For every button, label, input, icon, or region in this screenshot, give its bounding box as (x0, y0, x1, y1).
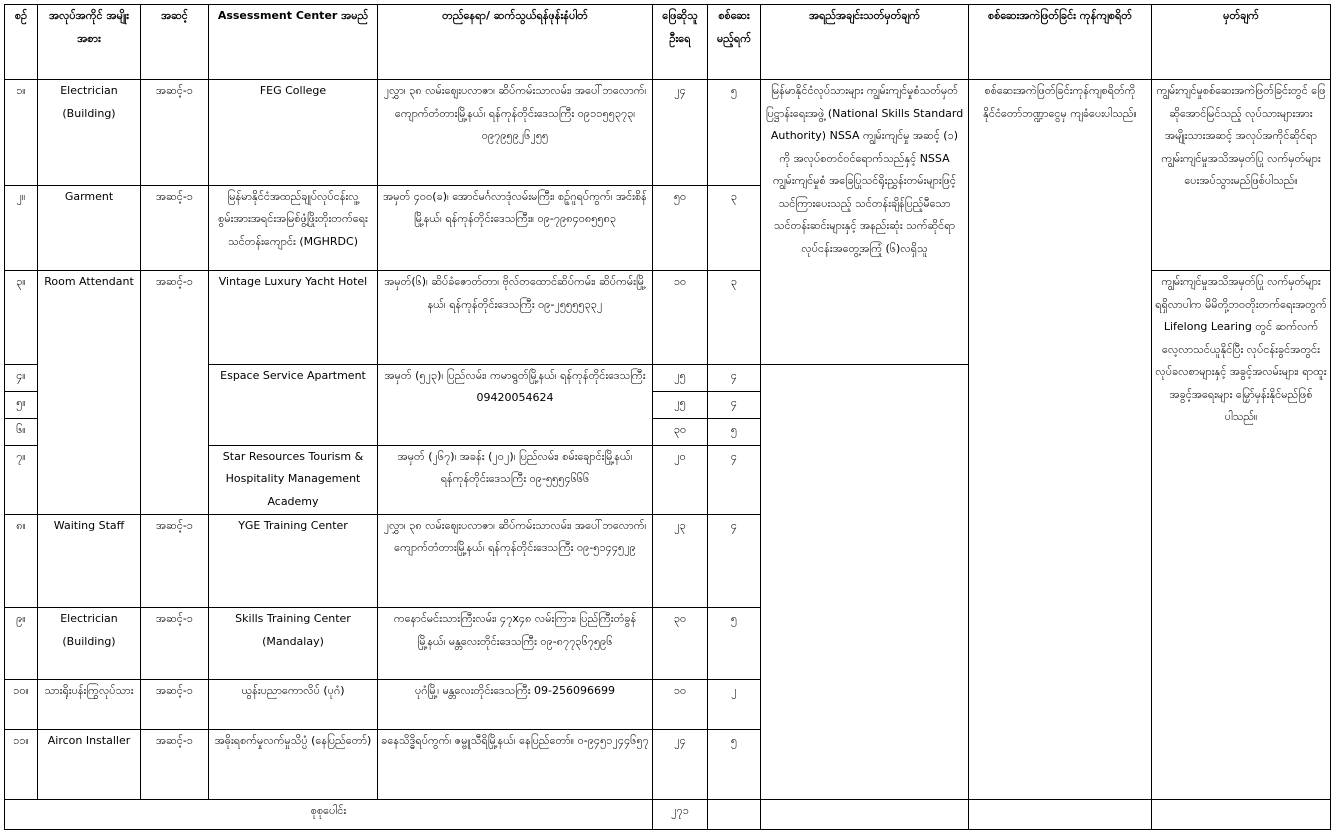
header-remarks: မှတ်ချက် (1152, 5, 1331, 80)
row-number: ၂။ (5, 185, 38, 270)
center-cell: Espace Service Apartment (209, 364, 378, 445)
days-cell: ၅ (708, 418, 761, 445)
level-cell: အဆင့်-၁ (141, 185, 209, 270)
center-cell: Star Resources Tourism & Hospitality Management Academy (209, 445, 378, 514)
total-days-empty (708, 799, 761, 829)
row-number: ၉။ (5, 608, 38, 680)
header-fee: စစ်ဆေးအကဲဖြတ်ခြင်း ကုန်ကျစရိတ် (969, 5, 1152, 80)
header-center: Assessment Center အမည် (209, 5, 378, 80)
center-cell: Skills Training Center (Mandalay) (209, 608, 378, 680)
occupation-cell: Electrician (Building) (38, 80, 141, 185)
days-cell: ၄ (708, 445, 761, 514)
address-cell: ခနေသိဒ္ဓိရပ်ကွက်၊ ဇမ္ဗူသီရိမြို့နယ်၊ နေပြည်တော်။ ၀-၉၄၅၁၂၄၄၆၅၇ (378, 729, 653, 799)
total-qualification-empty (761, 799, 969, 829)
header-row (5, 5, 1331, 80)
count-cell: ၁၀ (653, 680, 708, 729)
address-cell: ကနောင်မင်းသားကြီးလမ်း၊ ၄၇x၄၈ လမ်းကြား၊ ပြည်ကြီးတံခွန်မြို့နယ်၊ မန္တလေးတိုင်းဒေသကြီး ၀၉-၈၇၇၃၆၇၅၉၆ (378, 608, 653, 680)
remarks-cell-certificate: ကျွမ်းကျင်မှုစစ်ဆေးအကဲဖြတ်ခြင်းတွင် ဖြေဆိုအောင်မြင်သည့် လုပ်သားများအား အမျိုးသားအဆင့် အလုပ်အကိုင်ဆိုင်ရာ ကျွမ်းကျင်မှုအသိအမှတ်ပြု လက်မှတ်များ ပေးအပ်သွားမည်ဖြစ်ပါသည်။ (1152, 80, 1331, 271)
row-number: ၈။ (5, 514, 38, 607)
level-cell: အဆင့်-၁ (141, 80, 209, 185)
days-cell: ၅ (708, 729, 761, 799)
occupation-cell: Room Attendant (38, 271, 141, 515)
count-cell: ၂၃ (653, 514, 708, 607)
row-number: ၇။ (5, 445, 38, 514)
header-occupation: အလုပ်အကိုင် အမျိုးအစား (38, 5, 141, 80)
occupation-cell: Electrician (Building) (38, 608, 141, 680)
days-cell: ၃ (708, 271, 761, 364)
days-cell: ၃ (708, 185, 761, 270)
occupation-cell: Aircon Installer (38, 729, 141, 799)
count-cell: ၂၄ (653, 80, 708, 185)
row-number: ၆။ (5, 418, 38, 445)
days-cell: ၅ (708, 608, 761, 680)
occupation-cell: Garment (38, 185, 141, 270)
center-cell: ယွန်းပညာကောလိပ် (ပုဂံ) (209, 680, 378, 729)
row-number: ၃။ (5, 271, 38, 364)
days-cell: ၅ (708, 80, 761, 185)
center-cell: Vintage Luxury Yacht Hotel (209, 271, 378, 364)
center-cell: အဓိုးရစက်မှုလက်မှုသိပ္ပံ (နေပြည်တော်) (209, 729, 378, 799)
header-address: တည်နေရာ/ ဆက်သွယ်ရန်ဖုန်းနံပါတ် (378, 5, 653, 80)
fee-cell: စစ်ဆေးအကဲဖြတ်ခြင်းကုန်ကျစရိတ်ကို နိုင်ငံတော်ဘဏ္ဍာငွေမှ ကျခံပေးပါသည်။ (969, 80, 1152, 799)
count-cell: ၂၅ (653, 391, 708, 418)
level-cell: အဆင့်-၁ (141, 729, 209, 799)
header-level: အဆင့် (141, 5, 209, 80)
address-cell: ပုဂံမြို့၊ မန္တလေးတိုင်းဒေသကြီး 09-256096699 (378, 680, 653, 729)
level-cell: အဆင့်-၁ (141, 680, 209, 729)
address-cell: အမှတ် (၅၂၃)၊ ပြည်လမ်း၊ ကမာရွတ်မြို့နယ်၊ ရန်ကုန်တိုင်းဒေသကြီး 09420054624 (378, 364, 653, 445)
address-cell: အမှတ်(၆)၊ ဆိပ်ခံဇောတ်တာ၊ ဗိုလ်တထောင်ဆိပ်ကမ်း၊ ဆိပ်ကမ်းမြို့နယ်၊ ရန်ကုန်တိုင်းဒေသကြီး ၀၉-၂၅၅၅၅၃၃၂ (378, 271, 653, 364)
total-row (5, 799, 1331, 829)
header-no: စဉ် (5, 5, 38, 80)
count-cell: ၃၀ (653, 608, 708, 680)
header-qualification: အရည်အချင်းသတ်မှတ်ချက် (761, 5, 969, 80)
total-remarks-empty (1152, 799, 1331, 829)
header-count: ဖြေဆိုသူ ဦးရေ (653, 5, 708, 80)
address-cell: အမှတ် (၂၆၇)၊ အခန်း (၂၀၂)၊ ပြည်လမ်း၊ စမ်းချောင်းမြို့နယ်၊ ရန်ကုန်တိုင်းဒေသကြီး ၀၉-၅၅၅၄၆၆၆ (378, 445, 653, 514)
total-count: ၂၇၁ (653, 799, 708, 829)
days-cell: ၄ (708, 391, 761, 418)
days-cell: ၄ (708, 364, 761, 391)
days-cell: ၂ (708, 680, 761, 729)
remarks-cell-lifelong: ကျွမ်းကျင်မှုအသိအမှတ်ပြု လက်မှတ်များ ရရှိလာပါက မိမိတို့ဘဝတိုးတက်ရေးအတွက် Lifelong Learing တွင် ဆက်လက်လေ့လာသင်ယူနိုင်ပြီး လုပ်ငန်းခွင်အတွင်းလုပ်ခလစာများနှင့် အခွင့်အလမ်းများ၊ ရာထူးအခွင့်အရေးများ မြှော်မှန်းနိုင်မည်ဖြစ်ပါသည်။ (1152, 271, 1331, 800)
count-cell: ၂၅ (653, 364, 708, 391)
row-number: ၅။ (5, 391, 38, 418)
address-cell: ၂လွှာ၊ ၃၈ လမ်းဈေးပလာဇာ၊ ဆိပ်ကမ်းသာလမ်း၊ အပေါ်ဘလောက်၊ ကျောက်တံတားမြို့နယ်၊ ရန်ကုန်တိုင်းဒေသကြီး ၀၉-၅၁၄၄၅၂၉ (378, 514, 653, 607)
center-cell: YGE Training Center (209, 514, 378, 607)
count-cell: ၅၀ (653, 185, 708, 270)
qualification-empty-cell (761, 364, 969, 799)
level-cell: အဆင့်-၁ (141, 514, 209, 607)
address-cell: အမှတ် ၄၀၀(ခ)၊ အောင်မင်္ဂလာဒုံလမ်းမကြီး၊ စဉ့်ဂူရပ်ကွက်၊ အင်းစိန်မြို့နယ်၊ ရန်ကုန်တိုင်းဒေသကြီး။ ၀၉-၇၉၈၄၀၈၅၅၈၃ (378, 185, 653, 270)
total-fee-empty (969, 799, 1152, 829)
row-number: ၄။ (5, 364, 38, 391)
total-label: စုစုပေါင်း (5, 799, 653, 829)
count-cell: ၃၀ (653, 418, 708, 445)
count-cell: ၁၀ (653, 271, 708, 364)
center-cell: FEG College (209, 80, 378, 185)
qualification-cell: မြန်မာနိုင်ငံလုပ်သားများ ကျွမ်းကျင်မှုစံသတ်မှတ်ပြဋ္ဌာန်းရေးအဖွဲ့ (National Skills Standard Authority) NSSA ကျွမ်းကျင်မှု အဆင့် (၁) ကို အလုပ်စတင်ဝင်ရောက်သည်နှင့် NSSA ကျွမ်းကျင်မှုစံ အခြေပြုသင်ရိုးညွှန်းတမ်းများဖြင့်သင်ကြားပေးသည့် သင်တန်းချိန်ပြည့်မီသော သင်တန်းဆင်းများနှင့် အနည်းဆုံး သက်ဆိုင်ရာလုပ်ငန်းအတွေ့အကြုံ (၆)လရှိသူ (761, 80, 969, 364)
count-cell: ၂၀ (653, 445, 708, 514)
row-number: ၁၁။ (5, 729, 38, 799)
row-number: ၁၀။ (5, 680, 38, 729)
row-number: ၁။ (5, 80, 38, 185)
assessment-schedule-table (4, 4, 1331, 830)
address-cell: ၂လွှာ၊ ၃၈ လမ်းဈေးပလာဇာ၊ ဆိပ်ကမ်းသာလမ်း၊ အပေါ်ဘလောက်၊ ကျောက်တံတားမြို့နယ်၊ ရန်ကုန်တိုင်းဒေသကြီး ၀၉၁၁၅၅၃၇၃၊ ၀၉၇၉၅၉၂၆၂၅၅ (378, 80, 653, 185)
count-cell: ၂၄ (653, 729, 708, 799)
level-cell: အဆင့်-၁ (141, 608, 209, 680)
center-cell: မြန်မာနိုင်ငံအထည်ချုပ်လုပ်ငန်းလူ့စွမ်းအားအရင်းအမြစ်ဖွံ့ဖြိုးတိုးတက်ရေးသင်တန်းကျောင်း (MGHRDC) (209, 185, 378, 270)
table-row (5, 80, 1331, 185)
occupation-cell: သားရိုးပန်းကြွလုပ်သား (38, 680, 141, 729)
level-cell: အဆင့်-၁ (141, 271, 209, 515)
days-cell: ၄ (708, 514, 761, 607)
occupation-cell: Waiting Staff (38, 514, 141, 607)
header-days: စစ်ဆေး မည့်ရက် (708, 5, 761, 80)
